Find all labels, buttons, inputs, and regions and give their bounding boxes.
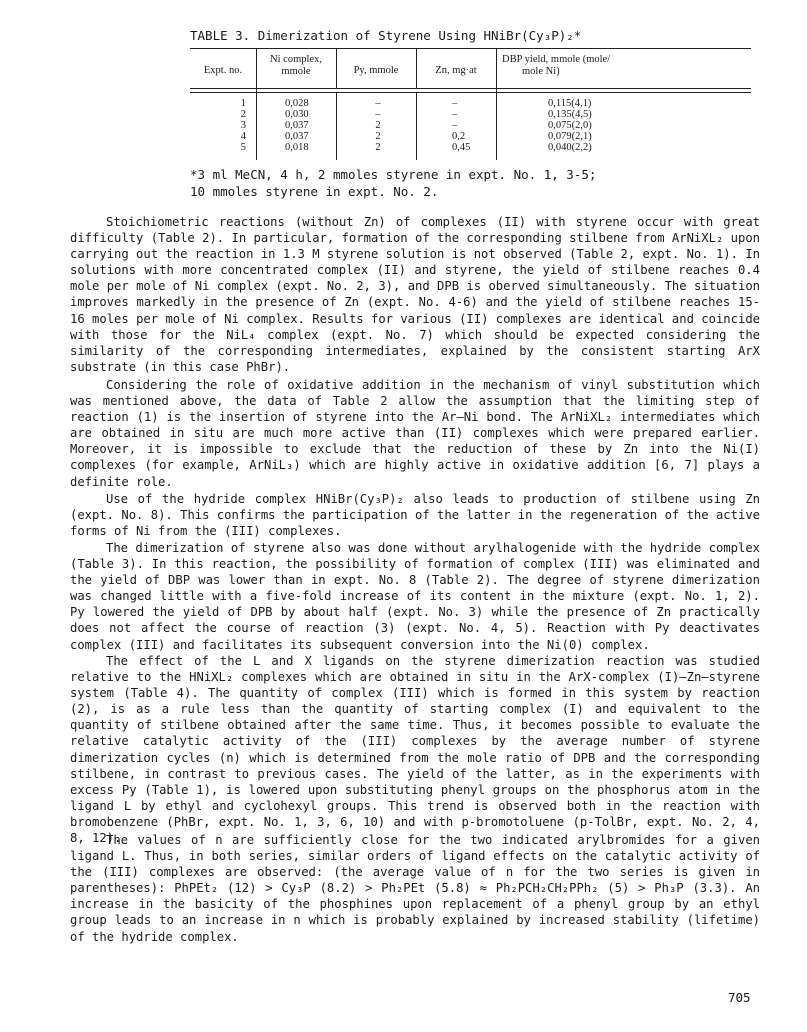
paragraph-text: The values of n are sufficiently close for the two indicated arylbromides for a given ligand L. Thus, in both series, similar orders of ligand effects on the catalytic activity of the (III) complexes are observed: (the average value of n for the two series is given in parentheses): PhPEt₂ (12) > Cy₃P (8.2) > Ph₂PEt (5.8) ≈ Ph₂PCH₂CH₂PPh₂ (5) > Ph₃P (3.3). An increase in the basicity of the phosphines upon replacement of a phenyl group by an ethyl group leads to an increase in n which is probably explained by increased stability (lifetime) of the hydride complex. xyxy=(70,833,760,944)
header-ni-line1: Ni complex, xyxy=(270,54,322,65)
table-cell: 1 xyxy=(240,98,246,109)
table-cell: – xyxy=(452,98,458,109)
table-title: TABLE 3. Dimerization of Styrene Using HNiBr(Cy₃P)₂* xyxy=(190,28,582,43)
col-zn xyxy=(452,98,470,153)
table-cell: 0,115(4,1) xyxy=(548,98,592,109)
header-ni-line2: mmole xyxy=(281,66,311,77)
table-cell: 0,028 xyxy=(285,98,309,109)
table-cell: 0,037 xyxy=(285,120,309,131)
table-cell: – xyxy=(375,109,381,120)
header-zn: Zn, mg·at xyxy=(435,65,477,76)
paragraph-4 xyxy=(70,540,760,653)
table-cell: – xyxy=(375,98,381,109)
paragraph-text: Stoichiometric reactions (without Zn) of complexes (II) with styrene occur with great difficulty (Table 2). In particular, formation of the corresponding stilbene from ArNiXL₂ upon carrying out the reaction in 1.3 M styrene solution is not observed (Table 2, expt. No. 1). In solutions with more concentrated complex (II) and styrene, the yield of stilbene reaches 0.4 mole per mole of Ni complex (expt. No. 2, 3), and DPB is oberved simultaneously. The situation improves markedly in the presence of Zn (expt. No. 4-6) and the yield of stilbene reaches 15-16 moles per mole of Ni complex. Results for various (II) complexes are identical and coincide with those for the NiL₄ complex (expt. No. 7) which should be expected considering the similarity of the corresponding intermediates, explained by the consistent starting ArX substrate (in this case PhBr). xyxy=(70,215,760,374)
paragraph-text: Use of the hydride complex HNiBr(Cy₃P)₂ also leads to production of stilbene using Zn (expt. No. 8). This confirms the participation of the latter in the regeneration of the active forms of Ni from the (III) complexes. xyxy=(70,492,760,539)
table-cell: 0,040(2,2) xyxy=(548,142,592,153)
col-expt xyxy=(230,98,246,153)
paragraph-5 xyxy=(70,653,760,846)
paragraph-text: Considering the role of oxidative addition in the mechanism of vinyl substitution which was mentioned above, the data of Table 2 allow the assumption that the limiting step of reaction (1) is the insertion of styrene into the Ar–Ni bond. The ArNiXL₂ intermediates which are obtained in situ are much more active than (II) complexes which were prepared earlier. Moreover, it is impossible to exclude that the reduction of these by Zn into the Ni(I) complexes (for example, ArNiL₃) which are highly active in oxidative addition [6, 7] plays a definite role. xyxy=(70,378,760,489)
col-ni xyxy=(285,98,309,153)
col-divider xyxy=(336,92,337,160)
table-cell: 0,075(2,0) xyxy=(548,120,592,131)
paragraph-6 xyxy=(70,832,760,945)
styrene-dimerization-table xyxy=(190,48,751,160)
table-cell: 0,037 xyxy=(285,131,309,142)
paragraph-3 xyxy=(70,491,760,539)
footnote-line-1: *3 ml MeCN, 4 h, 2 mmoles styrene in expt. No. 1, 3-5; xyxy=(190,167,597,182)
table-cell: 0,2 xyxy=(452,131,466,142)
col-py xyxy=(370,98,386,153)
table-cell: 5 xyxy=(240,142,246,153)
col-divider xyxy=(416,92,417,160)
paragraph-text: The dimerization of styrene also was done without arylhalogenide with the hydride complex (Table 3). In this reaction, the possibility of formation of complex (III) was eliminated and the yield of DBP was lower than in expt. No. 8 (Table 2). The degree of styrene dimerization was changed little with a five-fold increase of its content in the mixture (expt. No. 1, 2). Py lowered the yield of DPB by about half (expt. No. 3) while the presence of Zn practically does not affect the course of reaction (3) (expt. No. 4, 5). Reaction with Py deactivates complex (III) and facilitates its subsequent conversion into the Ni(0) complex. xyxy=(70,541,760,652)
table-header-rule xyxy=(190,88,751,89)
paragraph-1 xyxy=(70,214,760,375)
header-ni xyxy=(256,54,336,78)
table-cell: 0,018 xyxy=(285,142,309,153)
table-cell: 3 xyxy=(240,120,246,131)
paragraph-text: The effect of the L and X ligands on the styrene dimerization reaction was studied relative to the HNiXL₂ complexes which are obtained in situ in the ArX-complex (I)–Zn–styrene system (Table 4). The quantity of complex (III) which is formed in this system by reaction (2), is as a rule less than the quantity of starting complex (I) and equivalent to the quantity of stilbene obtained after the same time. Thus, it becomes possible to evaluate the relative catalytic activity of the (III) complexes by the average number of styrene dimerization cycles (n) which is determined from the mole ratio of DPB and the corresponding stilbene, in contrast to previous cases. The yield of the latter, as in the experiments with excess Py (Table 1), is lowered upon substituting phenyl groups on the phosphorus atom in the ligand L by ethyl and cyclohexyl groups. This trend is observed both in the reaction with bromobenzene (PhBr, expt. No. 1, 3, 6, 10) and with p-bromotoluene (p-TolBr, expt. No. 2, 4, 8, 12). xyxy=(70,654,760,846)
table-cell: 2 xyxy=(375,131,381,142)
header-dbp-line2: mole Ni) xyxy=(522,66,560,77)
table-cell: 2 xyxy=(240,109,246,120)
table-header-rule-2 xyxy=(190,92,751,93)
header-expt: Expt. no. xyxy=(203,65,243,76)
table-cell: – xyxy=(452,120,458,131)
table-top-rule xyxy=(190,48,751,49)
table-cell: 2 xyxy=(375,120,381,131)
table-cell: – xyxy=(452,109,458,120)
table-cell: 4 xyxy=(240,131,246,142)
paragraph-2 xyxy=(70,377,760,490)
table-cell: 0,079(2,1) xyxy=(548,131,592,142)
table-footnote xyxy=(190,166,596,200)
header-dbp xyxy=(496,54,702,78)
col-dbp xyxy=(548,98,592,153)
table-cell: 0,135(4,5) xyxy=(548,109,592,120)
page-number: 705 xyxy=(728,990,751,1005)
table-cell: 0,45 xyxy=(452,142,471,153)
table-cell: 2 xyxy=(375,142,381,153)
header-py: Py, mmole xyxy=(353,65,399,76)
table-cell: 0,030 xyxy=(285,109,309,120)
footnote-line-2: 10 mmoles styrene in expt. No. 2. xyxy=(190,184,439,199)
header-dbp-line1: DBP yield, mmole (mole/ xyxy=(502,54,611,65)
